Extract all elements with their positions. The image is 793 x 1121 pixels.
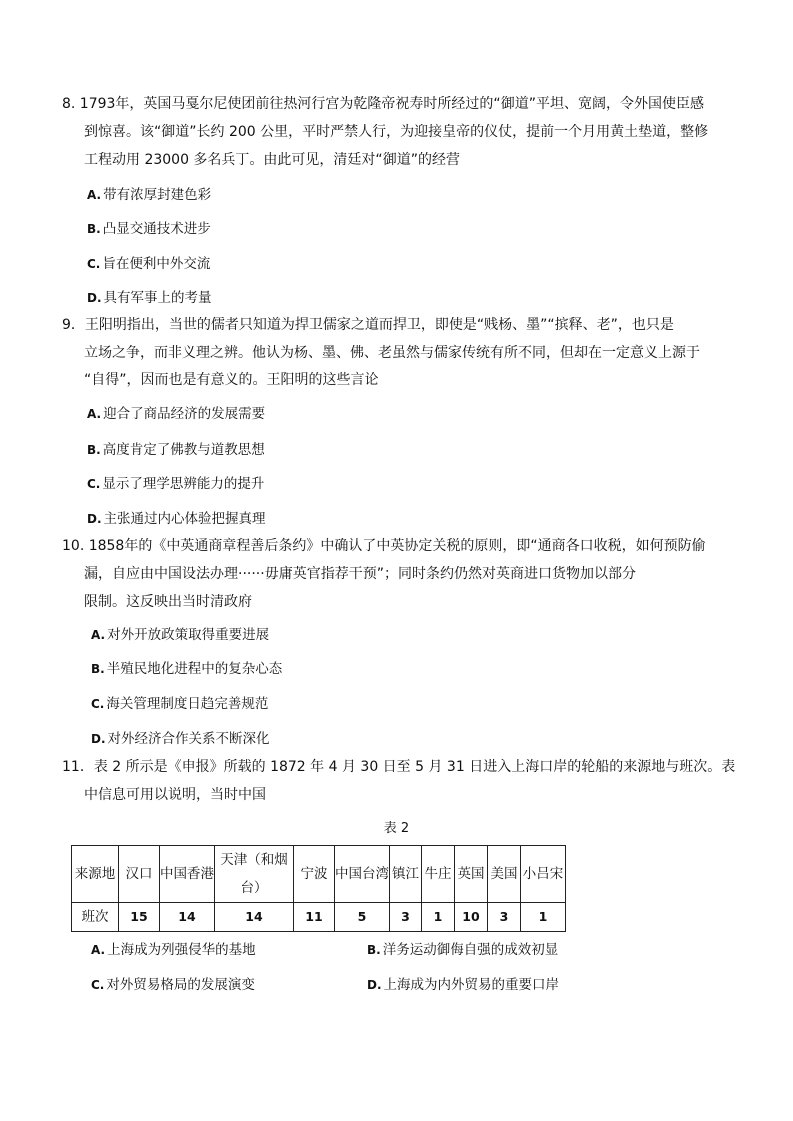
q8-stem-line2: 到惊喜。该“御道”长约 200 公里，平时严禁人行，为迎接皇帝的仪仗，提前一个月用黄土垫道，整修 [84,124,709,140]
option-text: 洋务运动御侮自强的成效初显 [382,942,559,958]
source-table [71,845,566,932]
table-cell: 3 [390,903,422,932]
table-cell: 5 [335,903,390,932]
option-text: 半殖民地化进程中的复杂心态 [106,661,283,677]
q10-option-d [91,729,270,749]
option-text: 海关管理制度日趋完善规范 [106,696,269,712]
q11-option-d [367,975,559,995]
table-header-cell: 天津（和烟台） [215,846,294,903]
option-text: 迎合了商品经济的发展需要 [103,406,266,422]
option-letter: A. [87,188,102,202]
table-cell: 10 [455,903,488,932]
option-text: 主张通过内心体验把握真理 [103,511,266,527]
option-letter: B. [87,443,101,457]
q8-option-a [87,185,211,205]
option-letter: B. [87,222,101,236]
table-header-cell: 宁波 [294,846,335,903]
table-header-cell: 小吕宋 [521,846,566,903]
q8-stem-line1: 8. 1793年，英国马戛尔尼使团前往热河行宫为乾隆帝祝寿时所经过的“御道”平坦、宽阔，令外国使臣感 [62,96,704,112]
table-cell: 1 [521,903,566,932]
option-letter: A. [87,407,102,421]
q10-stem-line2: 漏，自应由中国设法办理······毋庸英官指荐干预”；同时条约仍然对英商进口货物加以部分 [84,566,636,582]
option-text: 对外经济合作关系不断深化 [107,731,270,747]
table-header-cell: 美国 [488,846,521,903]
option-letter: D. [87,291,102,305]
table-cell: 14 [160,903,215,932]
option-text: 对外开放政策取得重要进展 [107,627,270,643]
q10-option-b [91,659,282,679]
table-cell: 1 [422,903,455,932]
q9-option-b [87,440,265,460]
q10-stem-line3: 限制。这反映出当时清政府 [84,594,252,610]
table-header-row [72,846,566,903]
option-text: 显示了理学思辨能力的提升 [102,476,265,492]
q11-option-a [91,940,256,960]
table-header-cell: 中国台湾 [335,846,390,903]
option-letter: B. [91,662,105,676]
q8-stem-line3: 工程动用 23000 多名兵丁。由此可见，清廷对“御道”的经营 [84,152,460,168]
option-text: 旨在便利中外交流 [102,256,211,272]
table-header-cell: 中国香港 [160,846,215,903]
q11-stem-line1: 11．表 2 所示是《申报》所载的 1872 年 4 月 30 日至 5 月 31 日进入上海口岸的轮船的来源地与班次。表 [62,759,736,775]
table-cell: 11 [294,903,335,932]
option-letter: A. [91,628,106,642]
q9-option-d [87,509,266,529]
q8-option-d [87,288,212,308]
q10-stem-line1: 10. 1858年的《中英通商章程善后条约》中确认了中英协定关税的原则，即“通商各口收税，如何预防偷 [62,538,706,554]
option-text: 具有军事上的考量 [103,290,212,306]
q11-stem-line2: 中信息可用以说明，当时中国 [84,787,266,803]
table-header-cell: 汉口 [119,846,160,903]
table-cell: 14 [215,903,294,932]
table-header-cell: 英国 [455,846,488,903]
option-text: 带有浓厚封建色彩 [103,187,212,203]
q9-stem-line2: 立场之争，而非义理之辨。他认为杨、墨、佛、老虽然与儒家传统有所不同，但却在一定意义上源于 [84,345,700,361]
option-text: 上海成为列强侵华的基地 [107,942,256,958]
table-header-cell: 镇江 [390,846,422,903]
q9-option-a [87,404,265,424]
q11-option-c [91,975,255,995]
q8-option-c [87,254,210,274]
option-letter: C. [87,477,101,491]
q9-stem-line1: 9．王阳明指出，当世的儒者只知道为捍卫儒家之道而捍卫，即使是“贱杨、墨”“摈释、老”，也只是 [62,317,674,333]
option-letter: D. [367,978,382,992]
option-text: 凸显交通技术进步 [102,221,211,237]
q9-stem-line3: “自得”，因而也是有意义的。王阳明的这些言论 [84,372,379,388]
option-letter: C. [91,978,105,992]
q10-option-a [91,625,269,645]
option-text: 上海成为内外贸易的重要口岸 [383,977,560,993]
option-text: 高度肯定了佛教与道教思想 [102,442,265,458]
table-header-cell: 牛庄 [422,846,455,903]
option-letter: B. [367,943,381,957]
table-header-cell: 来源地 [72,846,119,903]
option-letter: C. [91,697,105,711]
q10-option-c [91,694,268,714]
option-letter: D. [87,512,102,526]
q9-option-c [87,474,264,494]
q11-option-b [367,940,558,960]
option-letter: A. [91,943,106,957]
table-cell: 15 [119,903,160,932]
table-value-row [72,903,566,932]
option-letter: C. [87,257,101,271]
table-row-label: 班次 [72,903,119,932]
table-cell: 3 [488,903,521,932]
option-letter: D. [91,732,106,746]
table-caption: 表 2 [383,821,410,836]
option-text: 对外贸易格局的发展演变 [106,977,255,993]
q8-option-b [87,219,211,239]
